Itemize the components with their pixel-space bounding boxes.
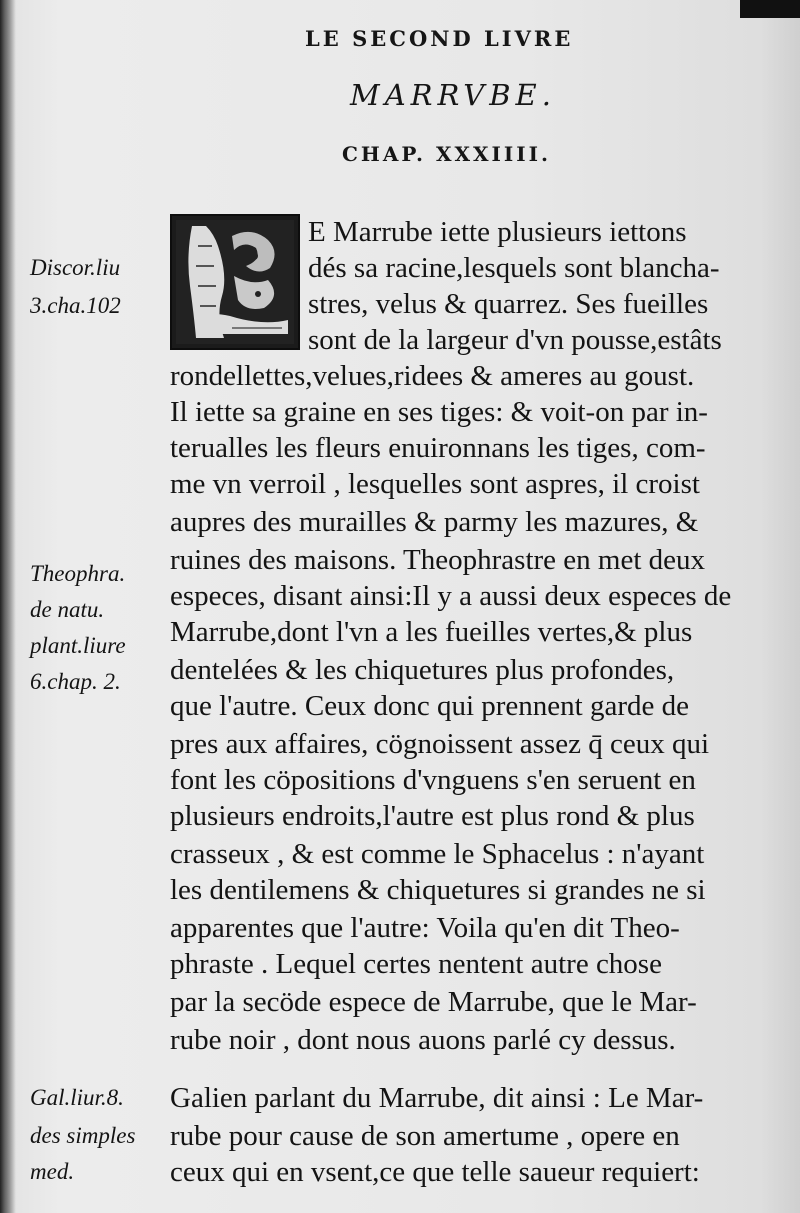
text-line: apparentes que l'autre: Voila qu'en dit Theo-	[170, 912, 680, 944]
margin-note: Theophra.	[30, 561, 126, 586]
text-line: especes, disant ainsi:Il y a aussi deux especes de	[170, 580, 732, 612]
margin-note: des simples	[30, 1123, 136, 1148]
text-line: ruines des maisons. Theophrastre en met deux	[170, 544, 706, 576]
text-line: crasseux , & est comme le Sphacelus : n'ayant	[170, 838, 705, 870]
text-line: les dentilemens & chiquetures si grandes ne si	[170, 874, 706, 906]
text-line: Il iette sa graine en ses tiges: & voit-on par in-	[170, 396, 708, 428]
margin-note: 6.chap. 2.	[30, 669, 121, 694]
text-line: phraste . Lequel certes nentent autre chose	[170, 948, 662, 980]
page-corner-shadow	[740, 0, 800, 18]
text-line: plusieurs endroits,l'autre est plus rond & plus	[170, 800, 695, 832]
margin-note: plant.liure	[30, 633, 126, 658]
running-header: LE SECOND LIVRE	[305, 26, 574, 51]
decorated-initial	[170, 214, 300, 350]
ornamental-letter-l-icon	[172, 216, 298, 348]
text-line: sont de la largeur d'vn pousse,estâts	[308, 324, 722, 356]
text-line: stres, velus & quarrez. Ses fueilles	[308, 288, 709, 320]
margin-note: de natu.	[30, 597, 105, 622]
text-line: dentelées & les chiquetures plus profondes,	[170, 654, 675, 686]
text-line: Galien parlant du Marrube, dit ainsi : Le Mar-	[170, 1082, 704, 1114]
margin-note: med.	[30, 1159, 75, 1184]
text-line: rube pour cause de son amertume , opere en	[170, 1120, 680, 1152]
text-line: terualles les fleurs enuironnans les tiges, com-	[170, 432, 706, 464]
text-line: rondellettes,velues,ridees & ameres au goust.	[170, 360, 695, 392]
text-line: ceux qui en vsent,ce que telle saueur requiert:	[170, 1156, 700, 1188]
margin-note: 3.cha.102	[30, 293, 121, 318]
margin-note: Gal.liur.8.	[30, 1085, 124, 1110]
text-line: font les cöpositions d'vnguens s'en seruent en	[170, 764, 696, 796]
text-line: pres aux affaires, cögnoissent assez q̄ ceux qui	[170, 728, 710, 760]
chapter-heading: CHAP. XXXIIII.	[342, 142, 551, 166]
text-line: dés sa racine,lesquels sont blancha-	[308, 252, 720, 284]
text-line: E Marrube iette plusieurs iettons	[308, 216, 687, 248]
margin-note: Discor.liu	[30, 255, 121, 280]
text-line: rube noir , dont nous auons parlé cy dessus.	[170, 1024, 676, 1056]
text-line: me vn verroil , lesquelles sont aspres, il croist	[170, 468, 700, 500]
text-line: que l'autre. Ceux donc qui prennent garde de	[170, 690, 689, 722]
text-line: aupres des murailles & parmy les mazures, &	[170, 506, 699, 538]
text-line: Marrube,dont l'vn a les fueilles vertes,& plus	[170, 616, 693, 648]
section-title: MARRVBE.	[350, 78, 556, 112]
text-line: par la secöde espece de Marrube, que le Mar-	[170, 986, 697, 1018]
